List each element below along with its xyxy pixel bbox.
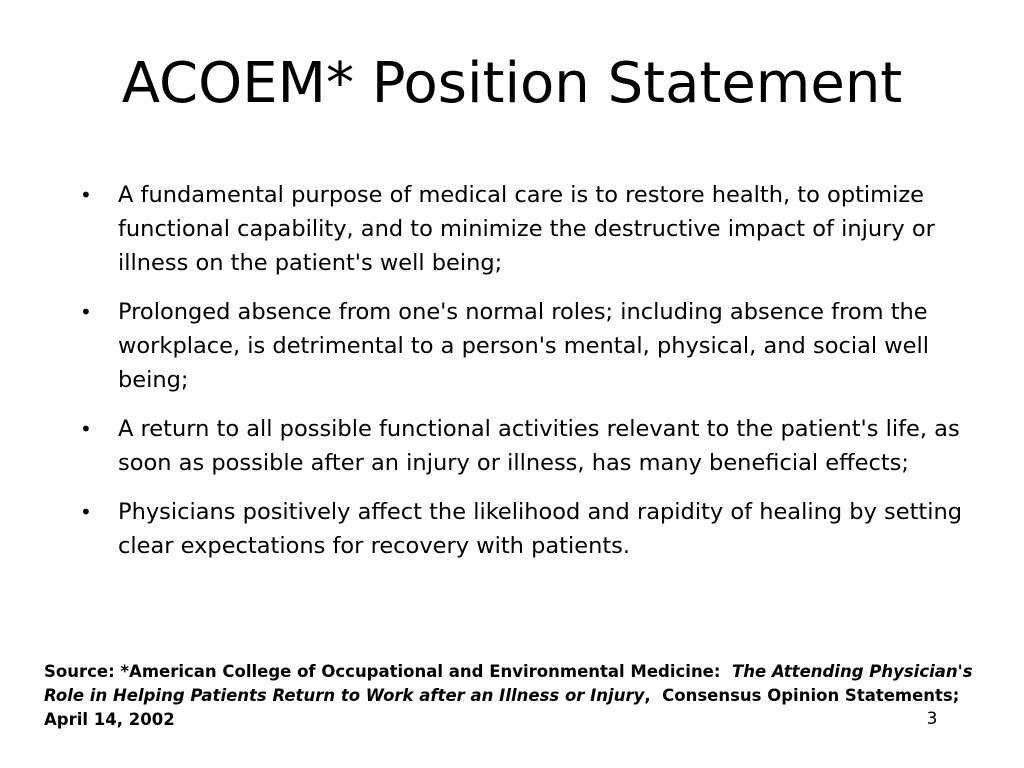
bullet-item (80, 178, 1000, 280)
slide-title: ACOEM* Position Statement (121, 51, 903, 116)
source-citation: Source: *American College of Occupational and Environmental Medicine: The Attending Physician's Role in Helping Patients Return to Work after an Illness or Injury, Consensus Opinion Statements; April 14, 2002 (44, 662, 973, 729)
bullet-dot-icon: • (80, 183, 92, 207)
bullet-list (80, 178, 1000, 578)
bullet-text: A return to all possible functional activities relevant to the patient's life, as soon as possible after an injury or illness, has many beneficial effects; (118, 416, 960, 476)
bullet-text: A fundamental purpose of medical care is to restore health, to optimize functional capability, and to minimize the destructive impact of injury or illness on the patient's well being; (118, 182, 935, 276)
bullet-text: Prolonged absence from one's normal roles; including absence from the workplace, is detrimental to a person's mental, physical, and social well being; (118, 299, 930, 393)
source-publication-title: The Attending Physician's Role in Helping Patients Return to Work after an Illness or Injury (44, 662, 973, 705)
source-prefix: Source: *American College of Occupational and Environmental Medicine: (44, 662, 721, 681)
bullet-dot-icon: • (80, 417, 92, 441)
bullet-item (80, 295, 1000, 397)
bullet-text: Physicians positively affect the likelihood and rapidity of healing by setting clear expectations for recovery with patients. (118, 499, 963, 559)
bullet-item (80, 412, 1000, 480)
bullet-dot-icon: • (80, 300, 92, 324)
bullet-dot-icon: • (80, 500, 92, 524)
bullet-item (80, 495, 1000, 563)
source-suffix: Consensus Opinion Statements; April 14, 2002 (44, 686, 960, 729)
page-number: 3 (926, 709, 938, 729)
